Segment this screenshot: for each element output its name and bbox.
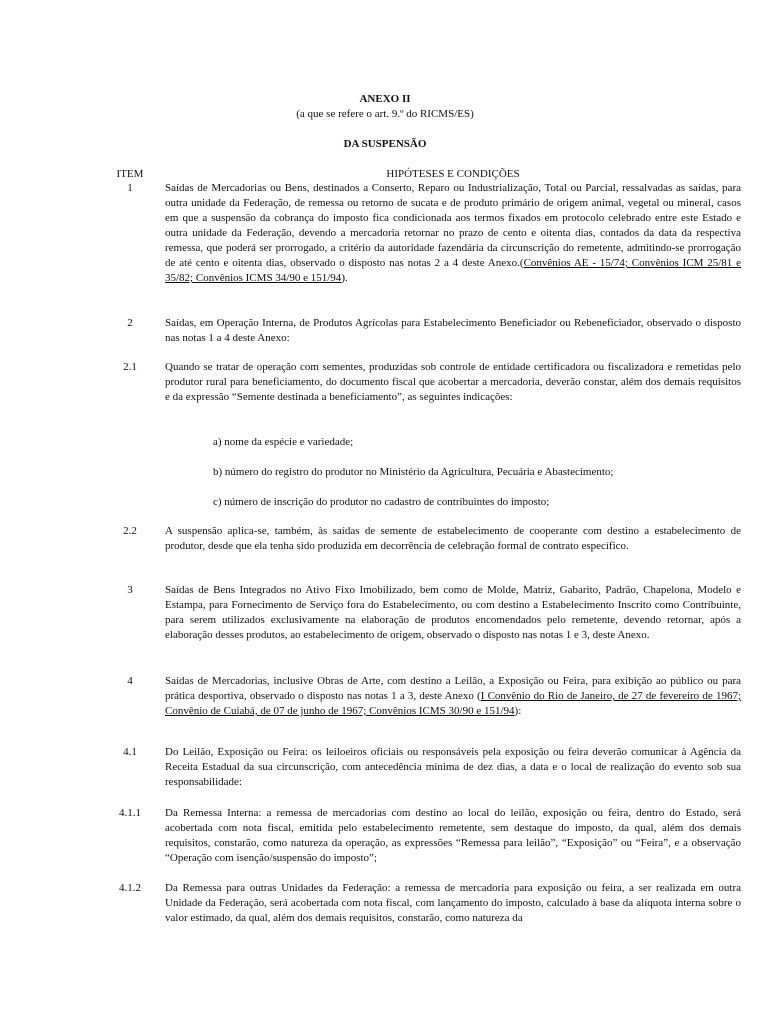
item-text: Saídas de Mercadorias, inclusive Obras de Arte, com destino a Leilão, a Exposição ou Feira, para exibição ao público ou para prática desportiva, observado o disposto nas notas 1 a 3, deste Anexo (I Convênio do Rio de Janeiro, de 27 de fevereiro de 1967; Convênio de Cuiabá, de 07 de junho de 1967; Convênios ICMS 30/90 e 151/94): bbox=[165, 675, 742, 717]
sub-item: b) número do registro do produtor no Ministério da Agricultura, Pecuária e Abastecimento; bbox=[213, 466, 614, 478]
item-number: 2 bbox=[127, 317, 133, 329]
item-text: A suspensão aplica-se, também, às saídas de semente de estabelecimento de cooperante com destino a estabelecimento de produtor, desde que ela tenha sido produzida em decorrência de celebração formal de contrato específico. bbox=[165, 525, 741, 552]
annex-title: ANEXO II bbox=[359, 93, 411, 105]
annex-subtitle: (a que se refere o art. 9.º do RICMS/ES) bbox=[296, 108, 474, 120]
conditions-column-header: HIPÓTESES E CONDIÇÕES bbox=[386, 168, 520, 180]
item-text: Quando se tratar de operação com sementes, produzidas sob controle de entidade certificadora ou fiscalizadora e remetidas pelo produtor rural para beneficiamento, do documento fiscal que acobertar a mercadoria, deverão constar, além dos demais requisitos e da expressão “Semente destinada a beneficiamento”, as seguintes indicações: bbox=[165, 361, 741, 403]
item-number: 1 bbox=[127, 182, 133, 194]
sub-item: a) nome da espécie e variedade; bbox=[213, 436, 354, 448]
item-number: 2.1 bbox=[123, 361, 137, 373]
item-number: 3 bbox=[127, 584, 133, 596]
sub-item: c) número de inscrição do produtor no cadastro de contribuintes do imposto; bbox=[213, 496, 550, 508]
item-number: 4 bbox=[127, 675, 133, 687]
item-text: Do Leilão, Exposição ou Feira: os leiloeiros oficiais ou responsáveis pela exposição ou feira deverão comunicar à Agência da Receita Estadual da sua circunscrição, com antecedência mínima de dez dias, a data e o local de realização do evento sob sua responsabilidade: bbox=[165, 746, 741, 788]
item-text: Da Remessa Interna: a remessa de mercadorias com destino ao local do leilão, exposição ou feira, dentro do Estado, será acobertada com nota fiscal, emitida pelo estabelecimento remetente, sem destaque do imposto, da qual, além dos demais requisitos, constarão, como natureza da operação, as expressões “Remessa para leilão”, “Exposição” ou “Feira”, e a observação “Operação com isenção/suspensão do imposto”; bbox=[165, 807, 741, 864]
section-title: DA SUSPENSÃO bbox=[343, 138, 427, 150]
item-text: Saídas de Mercadorias ou Bens, destinados a Conserto, Reparo ou Industrialização, Total ou Parcial, ressalvadas as saídas, para outra unidade da Federação, de remessa ou retorno de sucata e de produto primário de origem animal, vegetal ou mineral, casos em que a suspensão da cobrança do imposto fica condicionada aos termos fixados em protocolo celebrado entre este Estado e outra unidade da Federação, devendo a mercadoria retornar no prazo de cento e oitenta dias, contados da data da respectiva remessa, que poderá ser prorrogado, a critério da autoridade fazendária da circunscrição do remetente, admitindo-se prorrogação de até cento e oitenta dias, observado o disposto nas notas 2 a 4 deste Anexo.(Convênios AE - 15/74; Convênios ICM 25/81 e 35/82; Convênios ICMS 34/90 e 151/94). bbox=[165, 182, 741, 284]
legal-reference-link[interactable]: I Convênio do Rio de Janeiro, de 27 de fevereiro de 1967; Convênio de Cuiabá, de 07 de junho de 1967; Convênios ICMS 30/90 e 151/94 bbox=[165, 690, 742, 717]
legal-reference-link[interactable]: Convênios AE - 15/74; Convênios ICM 25/81 e 35/82; Convênios ICMS 34/90 e 151/94 bbox=[165, 257, 741, 284]
item-column-header: ITEM bbox=[116, 168, 144, 180]
item-number: 4.1 bbox=[123, 746, 137, 758]
item-number: 2.2 bbox=[123, 525, 137, 537]
item-text: Saídas de Bens Integrados no Ativo Fixo Imobilizado, bem como de Molde, Matriz, Gabarito, Padrão, Chapelona, Modelo e Estampa, para Fornecimento de Serviço fora do Estabelecimento, ou com destino a Estabelecimento Inscrito como Contribuinte, para serem utilizados exclusivamente na elaboração de produtos encomendados pelo remetente, devendo retornar, após a elaboração desses produtos, ao estabelecimento de origem, observado o disposto nas notas 1 e 3, deste Anexo. bbox=[165, 584, 741, 641]
item-number: 4.1.1 bbox=[119, 807, 141, 819]
item-text: Da Remessa para outras Unidades da Federação: a remessa de mercadoria para exposição ou feira, a ser realizada em outra Unidade da Federação, será acobertada com nota fiscal, com lançamento do imposto, calculado à base da alíquota interna sobre o valor estimado, da qual, além dos demais requisitos, constarão, como natureza da bbox=[165, 882, 741, 924]
item-number: 4.1.2 bbox=[119, 882, 141, 894]
item-text: Saídas, em Operação Interna, de Produtos Agrícolas para Estabelecimento Beneficiador ou Rebeneficiador, observado o disposto nas notas 1 a 4 deste Anexo: bbox=[165, 317, 741, 344]
